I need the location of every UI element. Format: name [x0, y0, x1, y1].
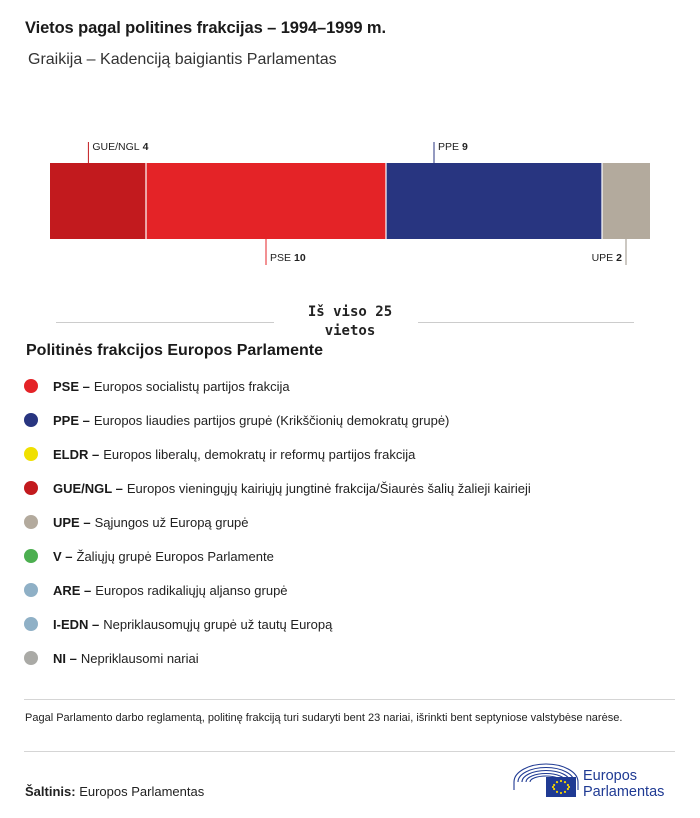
source-value: Europos Parlamentas — [79, 784, 205, 799]
bar-segment-pse — [146, 163, 386, 239]
legend-item — [24, 607, 674, 641]
segment-label — [270, 252, 306, 264]
segment-label — [92, 141, 148, 153]
legend-item — [24, 437, 674, 471]
segment-label-value: 4 — [142, 141, 149, 153]
source — [25, 784, 204, 799]
seat-bar-chart — [0, 120, 700, 290]
legend-item — [24, 573, 674, 607]
total-seats — [0, 300, 700, 340]
legend-item — [24, 539, 674, 573]
segment-label-name: UPE — [591, 252, 614, 264]
legend-dot — [24, 413, 38, 427]
divider — [24, 751, 675, 752]
legend-desc: Europos radikaliųjų aljanso grupė — [95, 582, 288, 598]
segment-label-value: 2 — [616, 252, 622, 264]
total-seats-label — [280, 303, 420, 341]
legend-desc: Europos liaudies partijos grupė (Krikščionių demokratų grupė) — [93, 412, 450, 428]
segment-label — [438, 141, 468, 153]
total-divider-right — [418, 322, 634, 323]
legend-dot — [24, 515, 38, 529]
legend-dot — [24, 447, 38, 461]
legend-desc: Žaliųjų grupė Europos Parlamente — [76, 548, 274, 564]
legend-item — [24, 641, 674, 675]
divider — [24, 699, 675, 700]
segment-label-name: PPE — [438, 141, 460, 153]
legend-item — [24, 471, 674, 505]
legend-desc: Nepriklausomi nariai — [80, 650, 199, 666]
legend-abbr: V – — [53, 548, 73, 564]
legend-desc: Europos socialistų partijos frakcija — [93, 378, 290, 394]
legend-dot — [24, 617, 38, 631]
legend-dot — [24, 379, 38, 393]
total-seats-line2: vietos — [324, 323, 376, 339]
legend-abbr: ARE – — [53, 582, 92, 598]
segment-label-name: PSE — [270, 252, 292, 264]
legend-abbr: PSE – — [53, 378, 90, 394]
legend-desc: Nepriklausomųjų grupė už tautų Europą — [103, 616, 333, 632]
logo-text — [583, 768, 664, 800]
legend-desc: Europos liberalų, demokratų ir reformų partijos frakcija — [103, 446, 416, 462]
segment-label-value: 10 — [294, 252, 306, 264]
legend-abbr: UPE – — [53, 514, 91, 530]
footnote: Pagal Parlamento darbo reglamentą, politinę frakciją turi sudaryti bent 23 nariai, išrinkti bent septyniose valstybėse narėse. — [25, 712, 623, 724]
legend-dot — [24, 651, 38, 665]
total-divider-left — [56, 322, 274, 323]
logo-text-line1: Europos — [583, 768, 638, 784]
source-label: Šaltinis: — [25, 784, 76, 799]
bar-segment-guengl — [50, 163, 146, 239]
legend-abbr: GUE/NGL – — [53, 480, 123, 496]
segment-label — [592, 252, 623, 264]
legend-desc: Sąjungos už Europą grupė — [94, 514, 249, 530]
segment-label-name: GUE/NGL — [92, 141, 140, 153]
chart-subtitle: Graikija – Kadenciją baigiantis Parlamentas — [28, 51, 337, 68]
legend-dot — [24, 549, 38, 563]
legend-item — [24, 369, 674, 403]
chart-title: Vietos pagal politines frakcijas – 1994–1999 m. — [25, 19, 386, 37]
bar-segment-upe — [602, 163, 650, 239]
legend-dot — [24, 481, 38, 495]
legend-abbr: I-EDN – — [53, 616, 100, 632]
legend-dot — [24, 583, 38, 597]
legend-title: Politinės frakcijos Europos Parlamente — [26, 342, 323, 359]
legend-abbr: ELDR – — [53, 446, 100, 462]
legend-item — [24, 505, 674, 539]
legend-item — [24, 403, 674, 437]
legend — [24, 369, 674, 675]
segment-label-value: 9 — [462, 141, 468, 153]
legend-abbr: NI – — [53, 650, 77, 666]
legend-abbr: PPE – — [53, 412, 90, 428]
legend-desc: Europos vieningųjų kairiųjų jungtinė frakcija/Šiaurės šalių žalieji kairieji — [126, 480, 531, 496]
logo-text-line2: Parlamentas — [583, 784, 665, 800]
total-seats-line1: Iš viso 25 — [307, 304, 393, 320]
bar-segment-ppe — [386, 163, 602, 239]
